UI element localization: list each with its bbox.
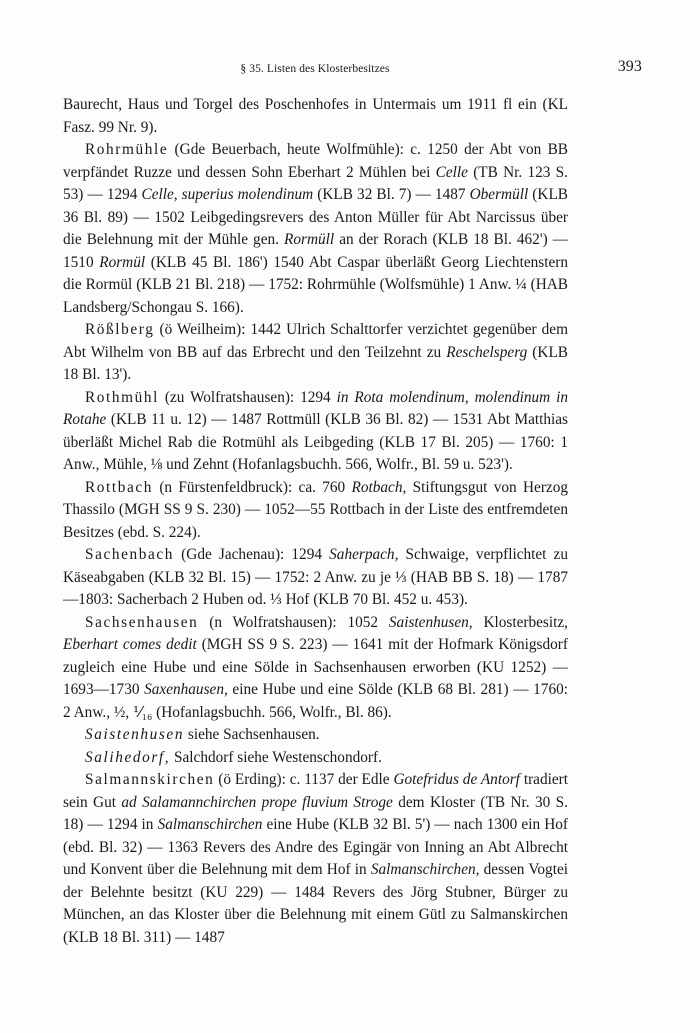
italic-text: ad Salamannchirchen prope fluvium Stroge	[121, 793, 393, 811]
paragraph	[63, 387, 568, 477]
text-run: (MGH SS 9 S. 223) — 1641 mit der Hofmark Königsdorf zugleich eine Hube und eine Sölde in Sachsenhausen erworben (KU 1252) — 1693—1730	[63, 636, 568, 698]
italic-text: Saxenhausen,	[144, 681, 228, 698]
italic-text: Rormül	[99, 253, 146, 271]
paragraph	[63, 612, 568, 725]
text-run: (KLB 32 Bl. 7) — 1487	[313, 186, 470, 203]
entry-keyword: Sachsenhausen	[85, 613, 199, 631]
paragraph	[63, 747, 568, 770]
paragraph	[63, 94, 568, 139]
text-run: (Gde Jachenau): 1294	[174, 546, 330, 563]
text-run: Salchdorf siehe Westenschondorf.	[170, 748, 382, 766]
italic-text: Reschelsperg	[446, 343, 528, 361]
text-run: siehe Sachsenhausen.	[184, 726, 320, 743]
entry-keyword: Rottbach	[85, 478, 154, 496]
italic-text: Rormüll	[284, 231, 335, 248]
text-run: (KLB 36 Bl. 89) — 1502 Leibgedingsrevers des Anton Müller für Abt Narcissus über die Belehnung mit der Mühle gen.	[63, 186, 568, 248]
text-run: (ö Weilheim): 1442 Ulrich Schalttorfer verzichtet gegenüber dem Abt Wilhelm von BB auf das Erbrecht und den Teilzehnt zu	[63, 321, 568, 361]
italic-text: Salmanschirchen,	[370, 861, 480, 878]
running-title: § 35. Listen des Klosterbesitzes	[240, 63, 390, 75]
text-run: (n Wolfratshausen): 1052	[198, 613, 389, 631]
page-number: 393	[617, 58, 642, 75]
text-run: Schwaige, verpflichtet zu Käseabgaben (KLB 32 Bl. 15) — 1752: 2 Anw. zu je ⅓ (HAB BB S. 18) — 1787—1803: Sacherbach 2 Huben od. ⅓ Hof (KLB 70 Bl. 452 u. 453).	[63, 546, 568, 608]
entry-keyword: Rohrmühle	[85, 141, 169, 158]
paragraph	[63, 139, 568, 319]
text-run: (zu Wolfratshausen): 1294	[159, 388, 337, 406]
body-text	[63, 94, 568, 949]
italic-text: Saherpach,	[329, 546, 399, 563]
italic-text: Celle, superius molendinum	[141, 186, 314, 203]
text-run: (ö Erding): c. 1137 der Edle	[214, 771, 394, 788]
italic-text: Salmanschirchen	[157, 816, 263, 833]
italic-text: Saistenhusen,	[388, 613, 473, 631]
text-run: (KLB 18 Bl. 13').	[63, 343, 568, 383]
entry-keyword: Rothmühl	[85, 388, 159, 406]
text-run: an der Rorach (KLB 18 Bl. 462') — 1510	[63, 231, 569, 271]
text-run: (KLB 45 Bl. 186') 1540 Abt Caspar überläßt Georg Liechtenstern die Rormül (KLB 21 Bl. 218) — 1752: Rohrmühle (Wolfsmühle) 1 Anw. ¼ (HAB Landsberg/Schongau S. 166).	[63, 253, 568, 316]
italic-text: Celle	[435, 163, 468, 181]
entry-keyword: Salmannskirchen	[85, 771, 215, 788]
paragraph	[63, 724, 568, 747]
text-run: Stiftungsgut von Herzog Thassilo (MGH SS 9 S. 230) — 1052—55 Rottbach in der Liste des entfremdeten Besitzes (ebd. S. 224).	[63, 478, 569, 541]
page-header	[60, 58, 642, 82]
text-run: (Gde Beuerbach, heute Wolfmühle): c. 1250 der Abt von BB verpfändet Ruzze und dessen Sohn Eberhart 2 Mühlen bei	[63, 141, 568, 181]
entry-keyword: Salihedorf,	[85, 748, 171, 766]
text-run: eine Hube (KLB 32 Bl. 5') — nach 1300 ein Hof (ebd. Bl. 32) — 1363 Revers des Andre des Egingär von Inning an Abt Albrecht und Konvent über die Belehnung mit dem Hof in	[63, 816, 568, 878]
paragraph	[63, 769, 568, 949]
text-run: Baurecht, Haus und Torgel des Poschenhofes in Untermais um 1911 fl ein (KL Fasz. 99 Nr. 9).	[63, 96, 568, 136]
paragraph	[63, 319, 568, 387]
italic-text: Gotefridus de Antorf	[393, 771, 520, 788]
text-run: tradiert sein Gut	[63, 771, 568, 811]
entry-keyword: Sachenbach	[85, 546, 175, 563]
text-run: eine Hube und eine Sölde (KLB 68 Bl. 281) — 1760: 2 Anw., ½, ⅟₁₆ (Hofanlagsbuchh. 566, Wolfr., Bl. 86).	[63, 681, 568, 721]
text-run: (KLB 11 u. 12) — 1487 Rottmüll (KLB 36 Bl. 82) — 1531 Abt Matthias überläßt Michel Rab die Rotmühl als Leibgeding (KLB 17 Bl. 205) — 1760: 1 Anw., Mühle, ⅛ und Zehnt (Hofanlagsbuchh. 566, Wolfr., Bl. 59 u. 523').	[63, 411, 568, 473]
entry-keyword: Saistenhusen	[85, 726, 185, 743]
paragraph	[63, 477, 568, 545]
text-run: Klosterbesitz,	[472, 613, 568, 631]
italic-text: in Rota molendinum, molendinum in Rotahe	[63, 388, 569, 428]
text-run: dem Kloster (TB Nr. 30 S. 18) — 1294 in	[63, 793, 568, 833]
text-run: dessen Vogtei der Belehnte besitzt (KU 229) — 1484 Revers des Jörg Stubner, Bürger zu München, an das Kloster über die Belehnung mit einem Gütl zu Salmanskirchen (KLB 18 Bl. 311) — 1487	[63, 861, 568, 946]
italic-text: Rotbach,	[351, 478, 407, 496]
entry-keyword: Rößlberg	[85, 321, 155, 338]
italic-text: Eberhart comes dedit	[63, 636, 197, 653]
paragraph	[63, 544, 568, 612]
text-run: (n Fürstenfeldbruck): ca. 760	[153, 478, 352, 496]
italic-text: Obermüll	[469, 186, 529, 203]
text-run: (TB Nr. 123 S. 53) — 1294	[63, 163, 568, 203]
